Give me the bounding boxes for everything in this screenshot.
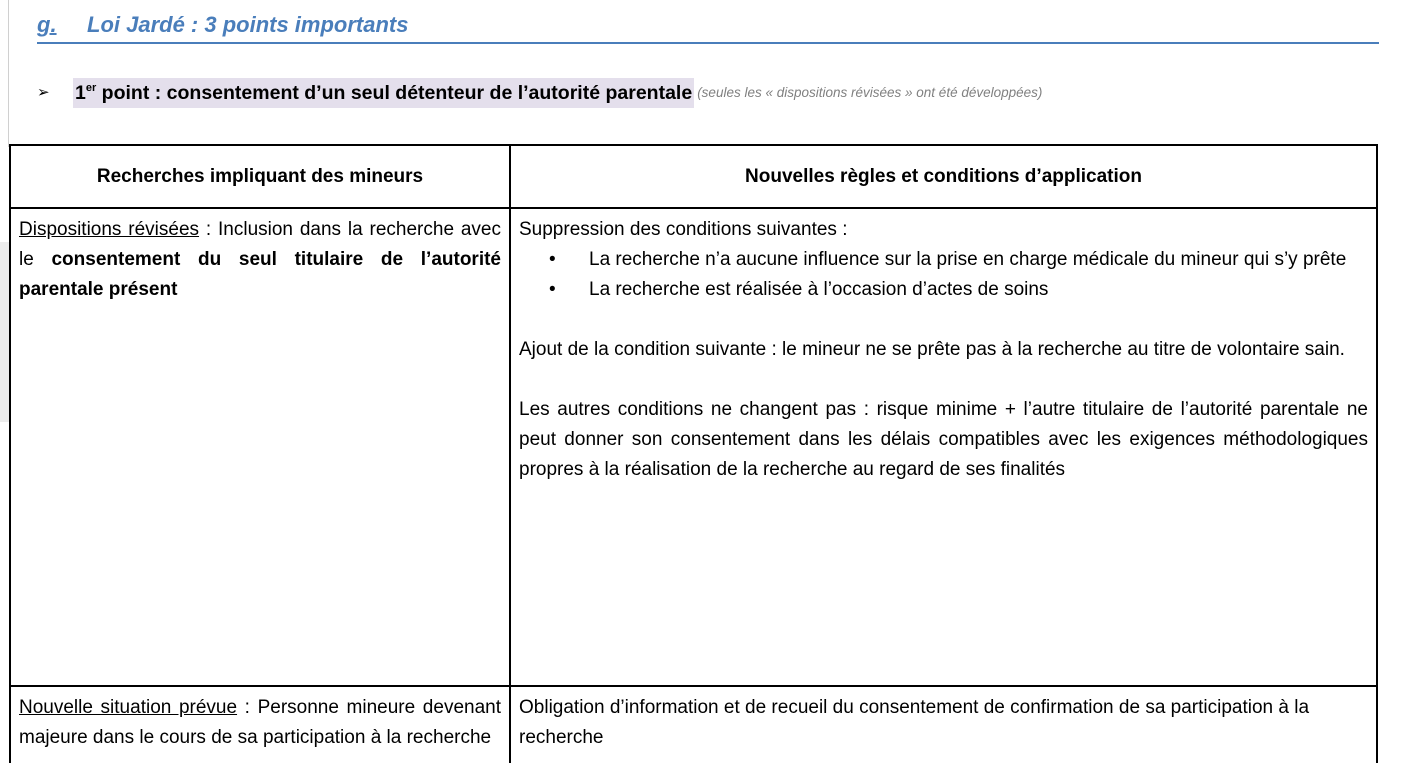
obligation-cell <box>510 686 1377 763</box>
point-superscript: er <box>85 82 97 94</box>
header-minors-research: Recherches impliquant des mineurs <box>10 145 510 208</box>
page-edge <box>8 0 9 147</box>
added-condition: Ajout de la condition suivante : le mineur ne se prête pas à la recherche au titre de volontaire sain. <box>519 339 1345 360</box>
obligation-text: Obligation d’information et de recueil du consentement de confirmation de sa participation à la recherche <box>519 697 1310 748</box>
bullet-dot-icon: • <box>549 279 556 300</box>
point-line <box>37 78 1042 108</box>
spacer <box>519 305 1368 335</box>
table-row <box>10 686 1377 763</box>
new-situation-cell <box>10 686 510 763</box>
new-rules-cell <box>510 208 1377 686</box>
section-letter: g. <box>37 12 57 37</box>
suppressed-conditions-list <box>519 245 1368 305</box>
revised-provisions-text: : Inclusion dans la recherche avec le <box>19 219 501 270</box>
bullet-dot-icon: • <box>549 249 556 270</box>
revised-provisions-cell <box>10 208 510 686</box>
point-note: (seules les « dispositions révisées » ont été développées) <box>697 85 1043 100</box>
section-title: Loi Jardé : 3 points importants <box>87 12 409 37</box>
point-title <box>73 78 694 108</box>
table-row <box>10 208 1377 686</box>
spacer <box>519 365 1368 395</box>
point-title-text: point : consentement d’un seul détenteur de l’autorité parentale <box>96 82 693 104</box>
table-header-row <box>10 145 1377 208</box>
unchanged-conditions: Les autres conditions ne changent pas : risque minime + l’autre titulaire de l’autorité parentale ne peut donner son consentement dans les délais compatibles avec les exigences méthodologiques propres à la réalisation de la recherche au regard de ses finalités <box>519 399 1368 480</box>
section-heading <box>37 10 1379 44</box>
list-item-text: La recherche n’a aucune influence sur la prise en charge médicale du mineur qui s’y prête <box>589 249 1347 270</box>
new-situation-text: : Personne mineure devenant majeure dans le cours de sa participation à la recherche <box>19 697 501 748</box>
header-new-rules: Nouvelles règles et conditions d’application <box>510 145 1377 208</box>
point-number: 1 <box>75 82 86 104</box>
new-situation-label: Nouvelle situation prévue <box>19 697 238 718</box>
list-item <box>549 275 1368 305</box>
revised-provisions-bold: consentement du seul titulaire de l’autorité parentale présent <box>19 249 501 300</box>
arrow-bullet-icon: ➢ <box>37 84 50 101</box>
list-item <box>549 245 1368 275</box>
suppression-intro: Suppression des conditions suivantes : <box>519 219 848 240</box>
list-item-text: La recherche est réalisée à l’occasion d’actes de soins <box>589 279 1049 300</box>
rules-table <box>9 144 1378 763</box>
revised-provisions-label: Dispositions révisées <box>19 219 200 240</box>
